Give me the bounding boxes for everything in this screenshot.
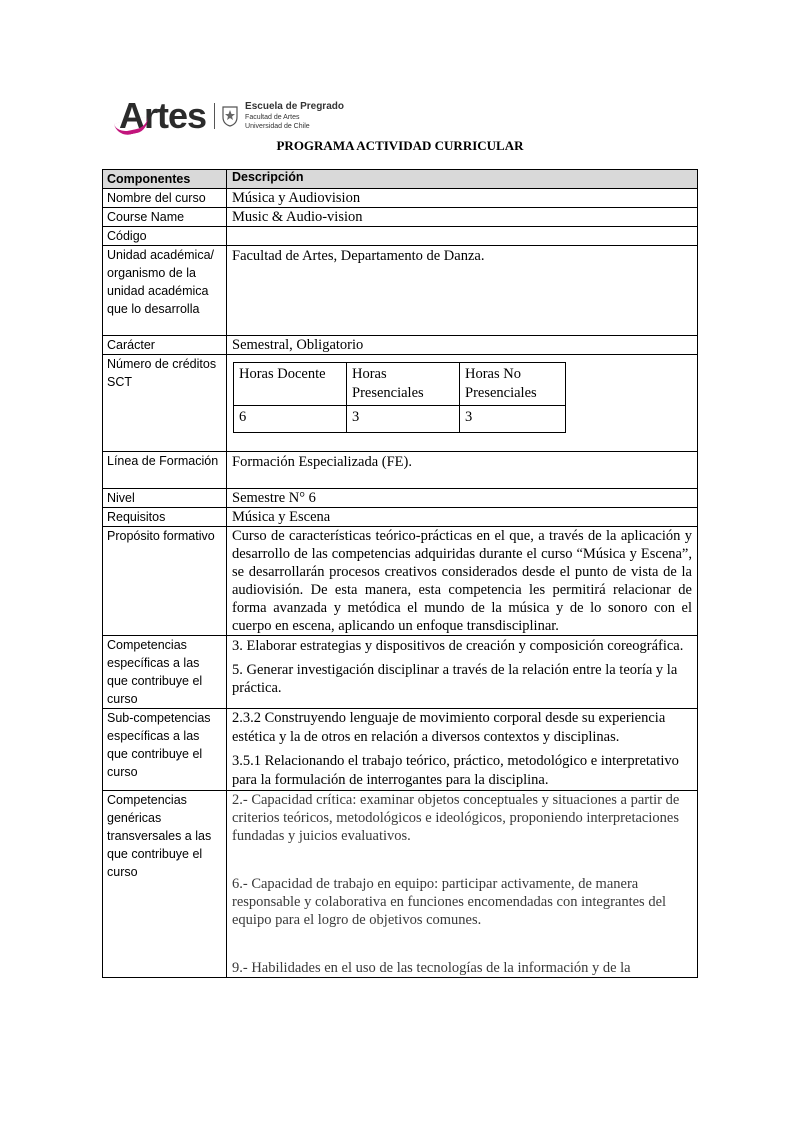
row-unidad [103,246,698,336]
row-proposito [103,527,698,636]
value-unidad: Facultad de Artes, Departamento de Danza. [227,246,698,336]
label-subcompetencias: Sub-competencias específicas a las que contribuye el curso [103,709,227,791]
value-linea: Formación Especializada (FE). [227,452,698,489]
logo-wordmark [119,95,207,136]
sct-value-docente: 6 [234,406,347,433]
label-competencias: Competencias específicas a las que contribuye el curso [103,636,227,709]
value-creditos [227,355,698,452]
faculty-logo [119,96,344,136]
sct-value-row [234,406,566,433]
row-linea [103,452,698,489]
generica-item: 9.- Habilidades en el uso de las tecnologías de la información y de la [232,960,631,976]
label-nivel: Nivel [103,489,227,508]
row-competencias [103,636,698,709]
row-caracter [103,336,698,355]
column-header-descripcion: Descripción [227,170,698,189]
competencia-item: 3. Elaborar estrategias y dispositivos de creación y composición coreográfica. [232,638,684,654]
table-header-row [103,170,698,189]
label-proposito: Propósito formativo [103,527,227,636]
value-requisitos: Música y Escena [227,508,698,527]
program-table [102,169,698,978]
value-competencias [227,636,698,709]
competencia-item: 5. Generar investigación disciplinar a través de la relación entre la teoría y la práctica. [232,662,678,696]
row-nivel [103,489,698,508]
label-course-name: Course Name [103,208,227,227]
sct-value-no-presenciales: 3 [460,406,566,433]
column-header-componentes: Componentes [103,170,227,189]
label-linea: Línea de Formación [103,452,227,489]
value-nivel: Semestre N° 6 [227,489,698,508]
generica-item: 2.- Capacidad crítica: examinar objetos conceptuales y situaciones a partir de criterios teóricos, metodológicos e ideológicos, proponiendo interpretaciones fundadas y juicios evaluativos. [232,792,680,844]
logo-divider [214,103,215,129]
label-nombre-curso: Nombre del curso [103,189,227,208]
sct-header-presenciales: Horas Presenciales [347,363,460,406]
sct-value-presenciales: 3 [347,406,460,433]
label-genericas: Competencias genéricas transversales a las que contribuye el curso [103,791,227,978]
sct-header-row [234,363,566,406]
value-course-name: Music & Audio-vision [227,208,698,227]
row-course-name [103,208,698,227]
label-creditos: Número de créditos SCT [103,355,227,452]
subcompetencia-item: 3.5.1 Relacionando el trabajo teórico, práctico, metodológico e interpretativo para la formulación de interrogantes para la disciplina. [232,753,679,788]
label-unidad: Unidad académica/ organismo de la unidad académica que lo desarrolla [103,246,227,336]
document-title: PROGRAMA ACTIVIDAD CURRICULAR [276,138,524,153]
value-codigo [227,227,698,246]
row-nombre-curso [103,189,698,208]
label-codigo: Código [103,227,227,246]
logo-line-3: Universidad de Chile [245,123,310,130]
value-genericas [227,791,698,978]
generica-item: 6.- Capacidad de trabajo en equipo: participar activamente, de manera responsable y colaborativa en funciones encomendadas con integrantes del equipo para el logro de objetivos comunes. [232,876,667,928]
row-subcompetencias [103,709,698,791]
row-creditos [103,355,698,452]
logo-word: Artes [119,95,207,136]
sct-hours-table [233,362,566,433]
value-caracter: Semestral, Obligatorio [227,336,698,355]
label-requisitos: Requisitos [103,508,227,527]
sct-header-no-presenciales: Horas No Presenciales [460,363,566,406]
value-nombre-curso: Música y Audiovision [227,189,698,208]
row-codigo [103,227,698,246]
subcompetencia-item: 2.3.2 Construyendo lenguaje de movimiento corporal desde su experiencia estética y la de otros en relación a diversos contextos y disciplinas. [232,710,666,745]
row-requisitos [103,508,698,527]
university-seal-icon [221,105,239,127]
sct-header-docente: Horas Docente [234,363,347,406]
label-caracter: Carácter [103,336,227,355]
logo-line-2: Facultad de Artes [245,114,300,121]
value-subcompetencias [227,709,698,791]
row-genericas [103,791,698,978]
logo-line-1: Escuela de Pregrado [245,101,344,112]
logo-text-block [245,101,344,131]
value-proposito: Curso de características teórico-prácticas en el que, a través de la aplicación y desarrollo de las competencias adquiridas durante el curso “Música y Escena”, se desarrollarán procesos creativos considerados desde el punto de vista de la audiovisión. De esta manera, esta competencia les permitirá relacionar de forma avanzada y metódica el mundo de la música y de lo sonoro con el cuerpo en escena, aplicando un enfoque transdisciplinar. [227,527,698,636]
